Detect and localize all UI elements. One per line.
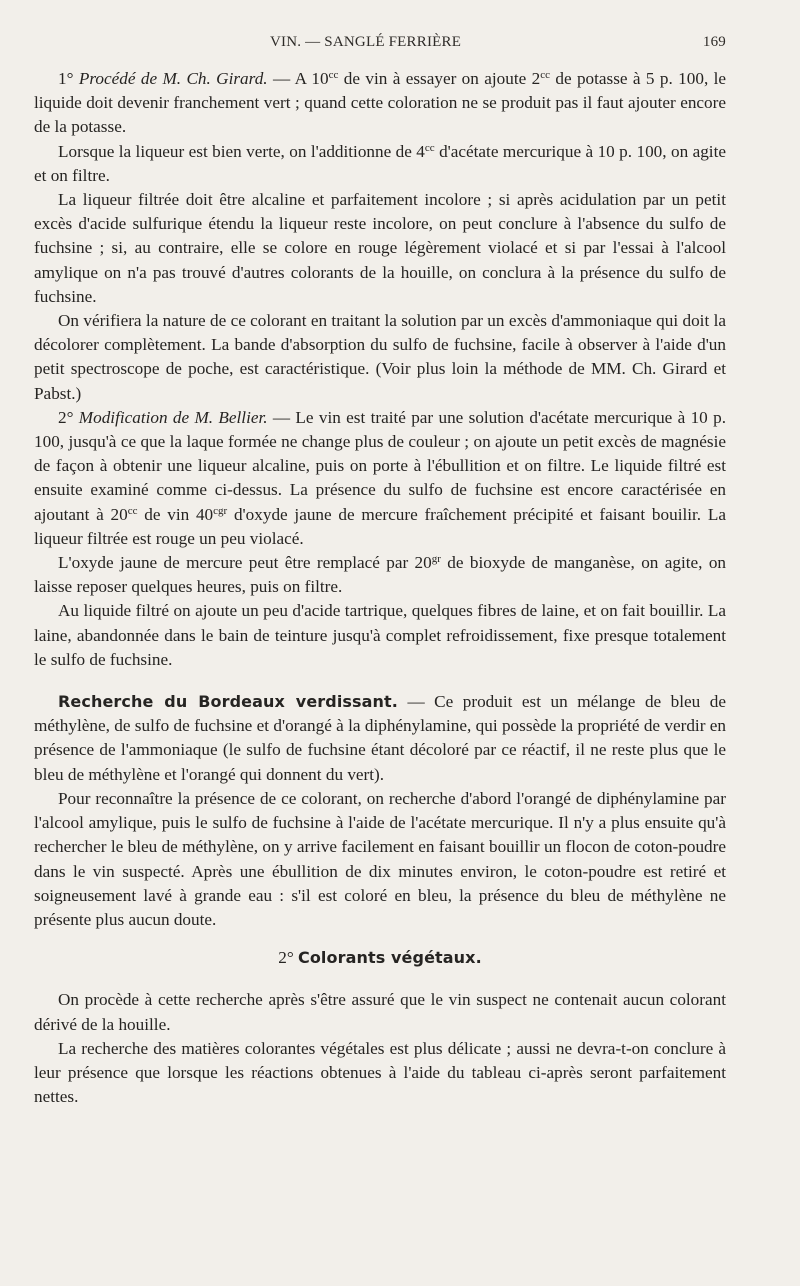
section-heading: Recherche du Bordeaux verdissant.: [58, 692, 398, 712]
running-title: VIN. — SANGLÉ FERRIÈRE: [270, 34, 462, 50]
paragraph-detection: Pour reconnaître la présence de ce colorant, on recherche d'abord l'orangé de diphénylamine par l'alcool amylique, puis le sulfo de fuchsine à l'aide de l'acétate mercurique. Il n'y a plus ensuite qu'à rechercher le bleu de méthylène, on y arrive facilement en faisant bouillir un flocon de coton-poudre dans le vin suspecté. Après une ébullition de dix minutes environ, le coton-poudre est retiré et soigneusement lavé à grande eau : s'il est coloré en bleu, la présence du bleu de méthylène ne présente plus aucun doute.: [34, 788, 726, 929]
spacer: [34, 672, 726, 690]
step-number: 1°: [58, 69, 74, 88]
paragraph-verification: On vérifiera la nature de ce colorant en traitant la solution par un excès d'ammoniaque qui doit la décolorer complètement. La bande d'absorption du sulfo de fuchsine, facile à observer à l'aide d'un petit spectroscope de poche, est caractéristique. (Voir plus loin la méthode de MM. Ch. Girard et Pabst.): [34, 311, 726, 403]
paragraph-procedure: On procède à cette recherche après s'être assuré que le vin suspect ne contenait aucun colorant dérivé de la houille.: [34, 990, 726, 1034]
page-number: 169: [702, 34, 726, 50]
paragraph-wool: Au liquide filtré on ajoute un peu d'acide tartrique, quelques fibres de laine, et on fait bouillir. La laine, abandonnée dans le bain de teinture jusqu'à complet refroidissement, fixe presque totalement le sulfo de fuchsine.: [34, 601, 726, 669]
section-title: 2° Colorants végétaux.: [278, 948, 482, 968]
paragraph-acetate: Lorsque la liqueur est bien verte, on l'additionne de $4^{cc}$ d'acétate mercurique à 10 p. 100, on agite et on filtre.: [34, 141, 726, 185]
paragraph-girard-method: 1° Procédé de M. Ch. Girard. — A $10^{cc}$ de vin à essayer on ajoute $2^{cc}$ de potasse à 5 p. 100, le liquide doit devenir franchement vert ; quand cette coloration ne se produit pas il faut ajouter encore de la potasse.: [34, 69, 727, 137]
running-header: [34, 34, 726, 58]
paragraph-bellier-method: 2° Modification de M. Bellier. — Le vin est traité par une solution d'acétate mercurique à 10 p. 100, jusqu'à ce que la laque formée ne change plus de couleur ; on ajoute un petit excès de magnésie de façon à obtenir une liqueur alcaline, puis on porte à l'ébullition et on filtre. Le liquide filtré est ensuite examiné comme ci-dessus. La présence du sulfo de fuchsine est encore caractérisée en ajoutant à $20^{cc}$ de vin $40^{cgr}$ d'oxyde jaune de mercure fraîchement précipité et faisant bouilir. La liqueur filtrée est rouge un peu violacé.: [34, 407, 726, 548]
step-number: 2°: [58, 407, 74, 427]
paragraph-vegetable-dyes: La recherche des matières colorantes végétales est plus délicate ; aussi ne devra-t-on conclure à leur présence que lorsque les réactions obtenues à l'aide du tableau ci-après seront parfaitement nettes.: [34, 1038, 726, 1107]
method-name: Modification de M. Bellier.: [78, 407, 268, 427]
paragraph-filtered-liquor: La liqueur filtrée doit être alcaline et parfaitement incolore ; si après acidulation par un petit excès d'acide sulfurique étendu la liqueur reste incolore, on peut conclure à l'absence du sulfo de fuchsine ; si, au contraire, elle se colore en rouge légèrement violacé et si par l'essai à l'alcool amylique on n'a pas trouvé d'autres colorants de la houille, on conclura à la présence du sulfo de fuchsine.: [34, 190, 726, 306]
body-text: [34, 67, 726, 1109]
paragraph-bordeaux: Recherche du Bordeaux verdissant. — Ce produit est un mélange de bleu de méthylène, de sulfo de fuchsine et d'orangé à la diphénylamine, qui possède la propriété de verdir en présence de l'ammoniaque (le sulfo de fuchsine étant décoloré par ce réactif, il ne reste plus que le bleu de méthylène et l'orangé qui donnent du vert).: [34, 692, 726, 784]
method-name: Procédé de M. Ch. Girard.: [78, 69, 268, 88]
paragraph-manganese: L'oxyde jaune de mercure peut être remplacé par $20^{gr}$ de bioxyde de manganèse, on agite, on laisse reposer quelques heures, puis on filtre.: [34, 553, 727, 597]
